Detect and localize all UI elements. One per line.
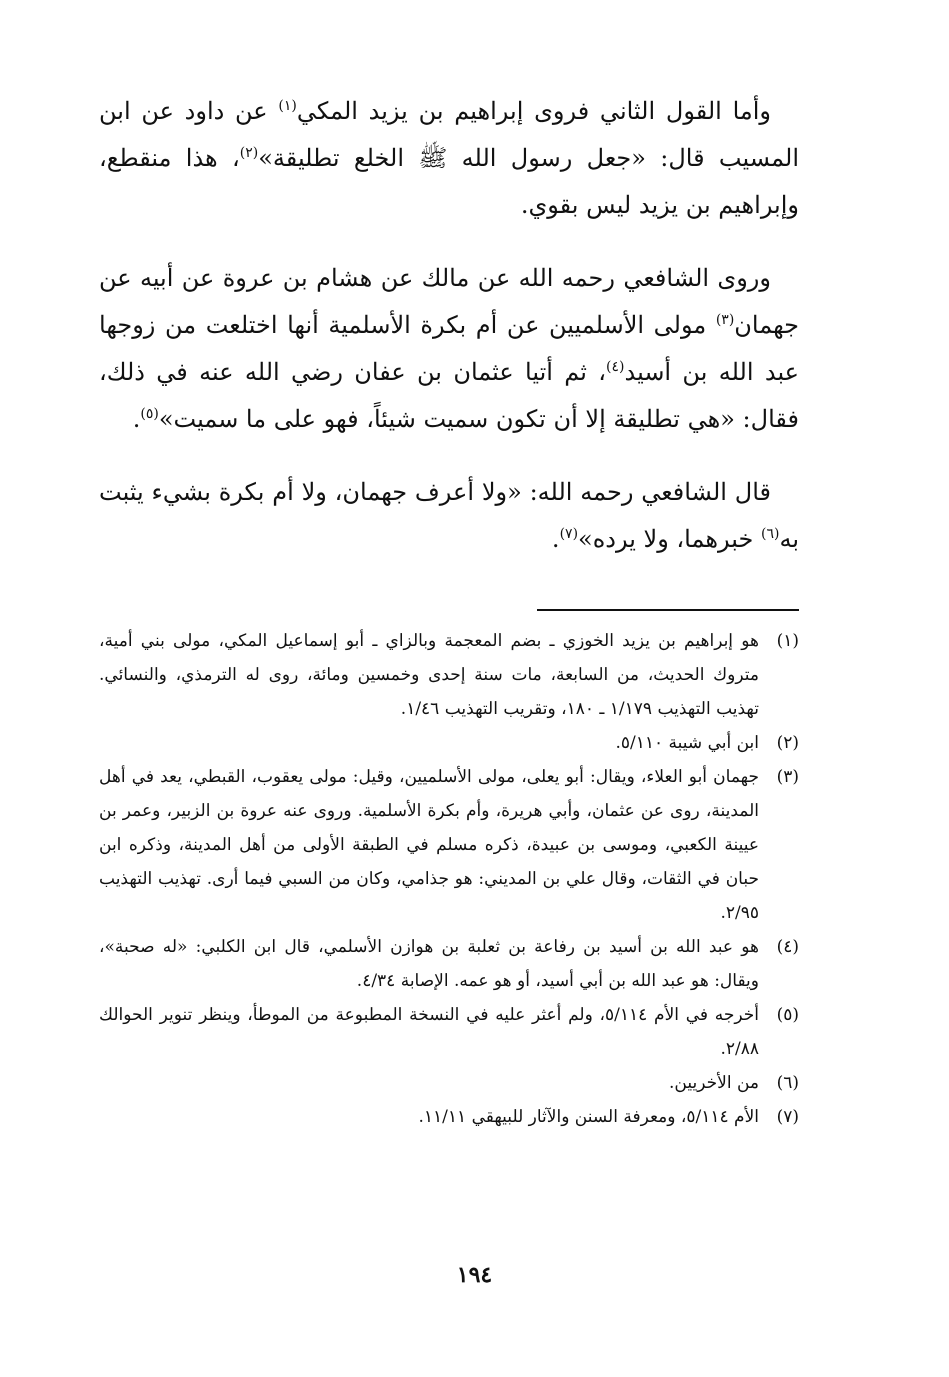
footnote-marker: (٥)	[140, 406, 159, 422]
footnote-number: (٣)	[776, 767, 799, 787]
footnote-2	[99, 726, 799, 760]
footnote-4	[99, 930, 799, 998]
page-number: ١٩٤	[456, 1262, 493, 1288]
footnote-marker: (١)	[278, 98, 297, 114]
footnote-text: جهمان أبو العلاء، ويقال: أبو يعلى، مولى الأسلميين، وقيل: مولى يعقوب، القبطي، يعد في أهل المدينة، روى عن عثمان، وأبي هريرة، وأم بكرة الأسلمية. وروى عنه عروة بن الزبير، وعمر بن عيينة الكعبي، وموسى بن عبيدة، ذكره مسلم في الطبقة الأولى من أهل المدينة، وذكره ابن حبان في الثقات، وقال علي بن المديني: هو جذامي، وكان من السبي فيما أرى. تهذيب التهذيب ٢/٩٥.	[99, 767, 759, 923]
footnote-6	[99, 1066, 799, 1100]
footnote-number: (٥)	[776, 1005, 799, 1025]
paragraph-text: خبرهما، ولا يرده»	[578, 525, 761, 553]
paragraph-3	[99, 469, 799, 563]
footnote-marker: (٧)	[559, 526, 579, 542]
footnote-5	[99, 998, 799, 1066]
paragraph-text: .	[132, 405, 141, 433]
paragraph-text: عن داود عن ابن المسيب قال: «جعل رسول الله ﷺ الخلع تطليقة»	[99, 97, 799, 172]
footnote-text: الأم ٥/١١٤، ومعرفة السنن والآثار للبيهقي ١١/١١.	[418, 1107, 759, 1127]
paragraph-text: قال الشافعي رحمه الله: «ولا أعرف جهمان، ولا أم بكرة بشيء يثبت به	[99, 478, 799, 553]
footnote-number: (٧)	[776, 1107, 799, 1127]
paragraph-text: وأما القول الثاني فروى إبراهيم بن يزيد المكي	[296, 97, 771, 125]
paragraph-2	[99, 255, 799, 443]
footnote-3	[99, 760, 799, 930]
footnote-text: هو عبد الله بن أسيد بن رفاعة بن ثعلبة بن هوازن الأسلمي، قال ابن الكلبي: «له صحبة»، ويقال: هو عبد الله بن أبي أسيد، أو هو عمه. الإصابة ٤/٣٤.	[99, 937, 759, 991]
footnote-text: أخرجه في الأم ٥/١١٤، ولم أعثر عليه في النسخة المطبوعة من الموطأ، وينظر تنوير الحوالك ٢/٨٨.	[99, 1005, 760, 1059]
paragraph-text: ، هذا منقطع، وإبراهيم بن يزيد ليس بقوي.	[99, 144, 799, 219]
footnote-number: (٢)	[776, 733, 799, 753]
paragraph-text: ، ثم أتيا عثمان بن عفان رضي الله عنه في ذلك، فقال: «هي تطليقة إلا أن تكون سميت شيئاً، فهو على ما سميت»	[99, 358, 799, 433]
paragraph-text: .	[551, 525, 560, 553]
paragraph-1	[99, 88, 799, 229]
footnote-text: هو إبراهيم بن يزيد الخوزي ـ بضم المعجمة وبالزاي ـ أبو إسماعيل المكي، مولى بني أمية، متروك الحديث، من السابعة، مات سنة إحدى وخمسين ومائة، روى له الترمذي، والنسائي. تهذيب التهذيب ١/١٧٩ ـ ١٨٠، وتقريب التهذيب ١/٤٦.	[99, 631, 759, 719]
paragraph-text: وروى الشافعي رحمه الله عن مالك عن هشام بن عروة عن أبيه عن جهمان	[99, 264, 800, 339]
footnote-text: من الأخريين.	[669, 1073, 759, 1093]
footnotes	[99, 624, 799, 1134]
footnote-number: (٤)	[776, 937, 799, 957]
footnote-divider	[537, 609, 799, 611]
footnote-marker: (٦)	[760, 526, 780, 542]
footnote-text: ابن أبي شيبة ٥/١١٠.	[615, 733, 759, 753]
footnote-7	[99, 1100, 799, 1134]
footnote-1	[99, 624, 799, 726]
footnote-number: (٦)	[776, 1073, 799, 1093]
footnote-marker: (٤)	[606, 359, 625, 375]
paragraph-text: مولى الأسلميين عن أم بكرة الأسلمية أنها اختلعت من زوجها عبد الله بن أسيد	[99, 311, 800, 386]
footnote-marker: (٣)	[715, 312, 735, 328]
main-text	[99, 88, 799, 589]
footnote-number: (١)	[776, 631, 799, 651]
footnote-marker: (٢)	[239, 145, 259, 161]
